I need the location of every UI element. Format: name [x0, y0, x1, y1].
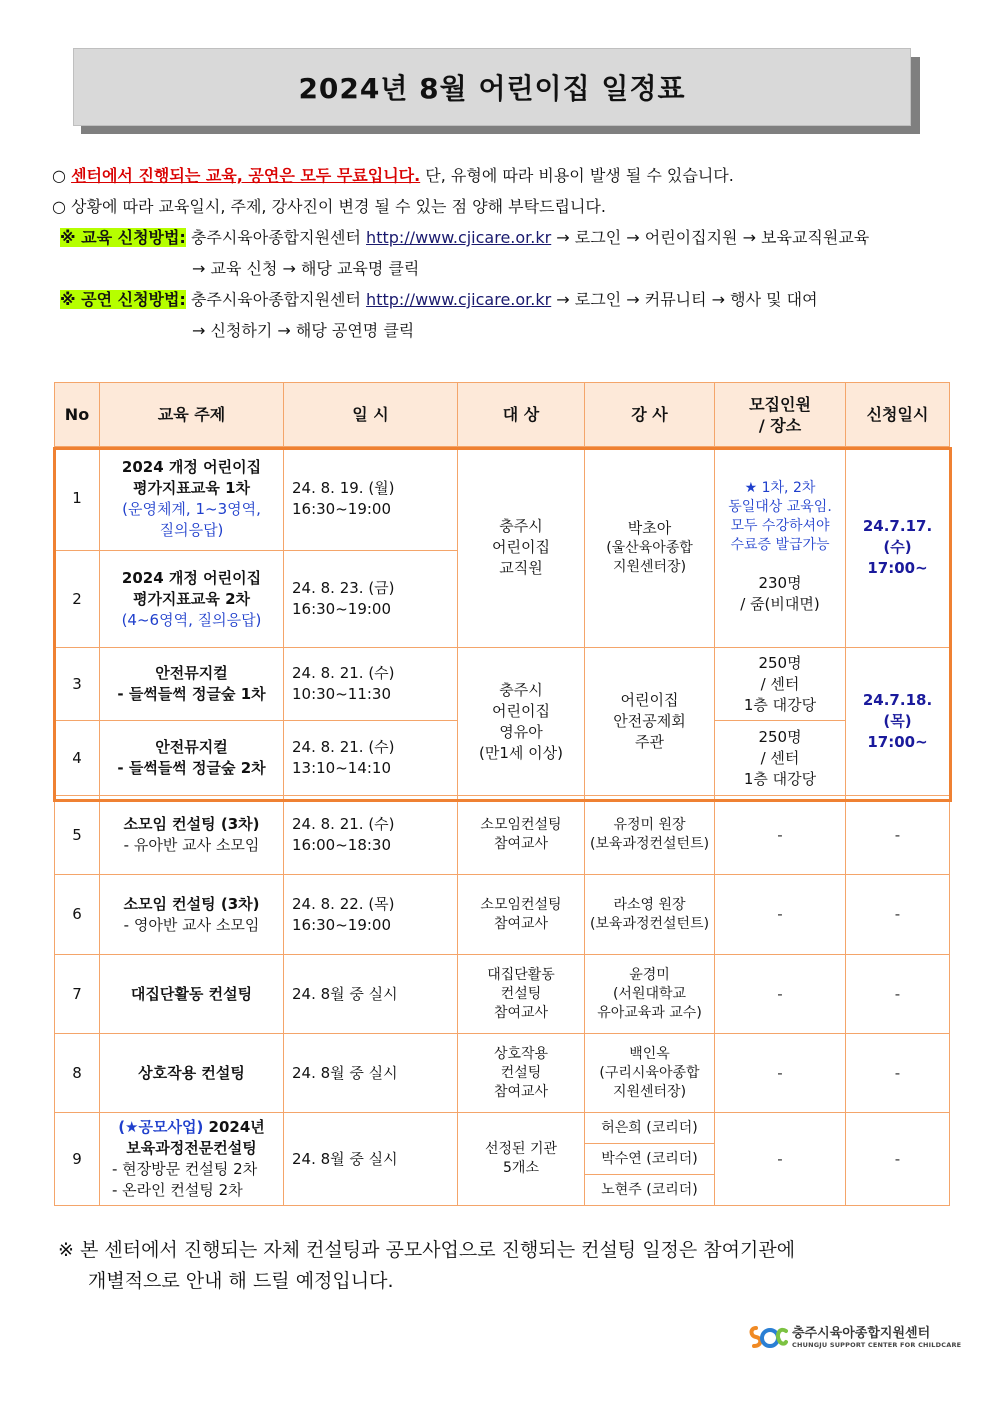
table-row: [55, 447, 950, 551]
topic-line: - 들썩들썩 정글숲 2차: [117, 759, 266, 777]
date-line: 24. 8. 22. (목): [292, 894, 395, 913]
recruit-count: 250명: [758, 653, 802, 672]
apply-date: 24.7.18.(목): [862, 691, 933, 730]
notice-section: [52, 160, 972, 346]
show-apply-label: ※ 공연 신청방법:: [60, 290, 186, 309]
cell-lecturer: 허은희 (코리더): [585, 1113, 715, 1144]
target-line: 대집단활동: [487, 966, 555, 983]
apply-time: 17:00~: [867, 558, 928, 577]
apply-time: 17:00~: [867, 733, 928, 751]
cell-apply: -: [846, 955, 950, 1034]
cell-target: [458, 1034, 585, 1113]
cell-recruit: -: [715, 1113, 846, 1206]
cell-no: 6: [55, 875, 100, 955]
cell-lecturer: [585, 875, 715, 955]
topic-line: 보육과정전문컨설팅: [126, 1139, 257, 1157]
target-line: 컨설팅: [500, 1064, 542, 1081]
topic-line: - 현장방문 컨설팅 2차: [112, 1160, 258, 1178]
cell-date: 24. 8월 중 실시: [284, 1113, 458, 1206]
recruit-count: 250명: [758, 727, 802, 746]
topic-line: 안전뮤지컬: [155, 738, 228, 756]
cell-recruit: [715, 721, 846, 796]
cell-topic: [100, 648, 284, 721]
cell-no: 3: [55, 648, 100, 721]
cell-topic: [100, 551, 284, 648]
cell-lecturer-group1: [585, 447, 715, 648]
cell-target-group1: [458, 447, 585, 648]
cell-date: [284, 875, 458, 955]
recruit-note: 동일대상 교육임.: [728, 499, 832, 515]
target-line: 상호작용: [493, 1045, 549, 1062]
topic-line: 평가지표교육 2차: [132, 589, 251, 608]
notice-line-2: [52, 191, 972, 222]
header-target: 대 상: [458, 383, 585, 447]
target-line: 소모임컨설팅: [480, 896, 562, 913]
cost-notice: 단, 유형에 따라 비용이 발생 될 수 있습니다.: [420, 166, 734, 185]
footnote-line-2: 개별적으로 안내 해 드릴 예정입니다.: [88, 1270, 394, 1292]
target-line: 교직원: [499, 558, 543, 577]
cell-recruit: -: [715, 796, 846, 875]
show-apply-center: 충주시육아종합지원센터: [185, 290, 367, 309]
recruit-place: 1층 대강당: [743, 769, 817, 788]
lecturer-name: 윤경미: [629, 966, 670, 983]
recruit-place: 1층 대강당: [743, 695, 817, 714]
cell-lecturer: [585, 955, 715, 1034]
center-logo-icon: [748, 1322, 788, 1354]
target-line: 참여교사: [493, 836, 549, 852]
cell-topic: 대집단활동 컨설팅: [100, 955, 284, 1034]
target-line: 참여교사: [493, 915, 549, 932]
header-recruit-1: 모집인원: [749, 394, 811, 414]
cell-apply-group1: [846, 447, 950, 648]
header-no: No: [55, 383, 100, 447]
target-line: 선정된 기관: [484, 1141, 558, 1157]
cell-date: [284, 796, 458, 875]
cell-target: [458, 1113, 585, 1206]
cell-lecturer: [585, 1034, 715, 1113]
cell-no: 5: [55, 796, 100, 875]
table-header-row: [55, 383, 950, 447]
cell-recruit-group1: [715, 447, 846, 648]
center-logo-name: 충주시육아종합지원센터: [792, 1326, 931, 1341]
footnote-text-1: 본 센터에서 진행되는 자체 컨설팅과 공모사업으로 진행되는 컨설팅 일정은 참여기관에: [73, 1239, 796, 1261]
footnote-line-1: [58, 1235, 973, 1266]
cell-no: 8: [55, 1034, 100, 1113]
recruit-place: / 센터: [760, 748, 800, 767]
table-row: [55, 648, 950, 721]
date-line: 24. 8. 21. (수): [292, 815, 395, 833]
cell-date: [284, 447, 458, 551]
cell-date: 24. 8월 중 실시: [284, 955, 458, 1034]
lecturer-affil: (보육과정컨설턴트): [589, 915, 710, 932]
cell-recruit: [715, 648, 846, 721]
cell-topic: [100, 796, 284, 875]
topic-year: 2024년: [203, 1118, 265, 1136]
topic-detail: (4~6영역, 질의응답): [121, 610, 262, 629]
time-line: 16:30~19:00: [292, 600, 392, 618]
cell-recruit: -: [715, 875, 846, 955]
cell-apply: -: [846, 875, 950, 955]
header-topic: 교육 주제: [100, 383, 284, 447]
cell-no: 4: [55, 721, 100, 796]
show-apply-line: [52, 284, 972, 315]
cell-topic: [100, 721, 284, 796]
topic-detail: 질의응답): [159, 520, 224, 539]
cell-no: 7: [55, 955, 100, 1034]
lecturer-affil: 지원센터장): [612, 558, 687, 575]
page-title-text: 2024년 8월 어린이집 일정표: [298, 72, 686, 105]
cell-recruit: -: [715, 955, 846, 1034]
apply-date: 24.7.17.(수): [862, 516, 933, 556]
edu-apply-link[interactable]: http://www.cjicare.or.kr: [366, 228, 552, 247]
topic-line: - 유아반 교사 소모임: [123, 836, 260, 854]
lecturer-name: 라소영 원장: [613, 896, 686, 913]
public-project-tag: (★공모사업): [118, 1118, 204, 1136]
free-notice: 센터에서 진행되는 교육, 공연은 모두 무료입니다.: [71, 166, 421, 185]
lecturer-affil: (서원대학교: [612, 985, 687, 1002]
lecturer-name: 박초아: [627, 518, 672, 537]
target-line: 참여교사: [493, 1083, 549, 1100]
cell-no: 9: [55, 1113, 100, 1206]
schedule-table: [54, 382, 950, 1206]
cell-lecturer: [585, 796, 715, 875]
lecturer-line: 안전공제회: [613, 712, 686, 730]
header-date: 일 시: [284, 383, 458, 447]
table-row: [55, 955, 950, 1034]
bullet-circle: ○: [52, 166, 66, 185]
target-line: 어린이집: [492, 537, 550, 556]
time-line: 16:00~18:30: [292, 836, 392, 854]
topic-line: - 들썩들썩 정글숲 1차: [117, 685, 266, 703]
cell-target: [458, 955, 585, 1034]
recruit-note: 모두 수강하셔야: [730, 518, 830, 534]
cell-date: [284, 551, 458, 648]
edu-apply-line-2: [52, 253, 972, 284]
table-row: [55, 1034, 950, 1113]
center-logo-subtitle: CHUNGJU SUPPORT CENTER FOR CHILDCARE: [792, 1341, 962, 1349]
edu-apply-label: ※ 교육 신청방법:: [60, 228, 186, 247]
cell-target: [458, 875, 585, 955]
topic-line: 안전뮤지컬: [155, 664, 228, 682]
lecturer-line: 주관: [635, 733, 664, 751]
topic-line: 소모임 컨설팅 (3차): [123, 815, 260, 833]
lecturer-affil: (울산육아종합: [606, 539, 693, 556]
lecturer-name: 백인옥: [629, 1045, 670, 1062]
topic-line: 평가지표교육 1차: [132, 478, 251, 497]
target-line: (만1세 이상): [479, 743, 563, 762]
table-row: [55, 1113, 950, 1144]
topic-line: 소모임 컨설팅 (3차): [123, 894, 260, 913]
cell-target-group2: [458, 648, 585, 796]
cell-lecturer: 노현주 (코리더): [585, 1175, 715, 1206]
lecturer-affil: (구리시육아종합: [599, 1064, 700, 1081]
cell-date: 24. 8월 중 실시: [284, 1034, 458, 1113]
cell-recruit: -: [715, 1034, 846, 1113]
edu-apply-line: [52, 222, 972, 253]
cell-topic: [100, 447, 284, 551]
date-line: 24. 8. 19. (월): [292, 478, 395, 497]
show-apply-link[interactable]: http://www.cjicare.or.kr: [366, 290, 552, 309]
notice-line-1: [52, 160, 972, 191]
lecturer-affil: 지원센터장): [612, 1083, 687, 1100]
cell-apply: -: [846, 1113, 950, 1206]
page-title: [73, 48, 911, 126]
date-line: 24. 8. 23. (금): [292, 579, 395, 597]
recruit-note: ★ 1차, 2차: [744, 480, 816, 496]
target-line: 충주시: [499, 680, 543, 699]
date-line: 24. 8. 21. (수): [292, 664, 395, 682]
show-apply-steps: → 로그인 → 커뮤니티 → 행사 및 대여: [551, 290, 818, 309]
cell-date: [284, 648, 458, 721]
target-line: 컨설팅: [500, 985, 542, 1002]
cell-topic: 상호작용 컨설팅: [100, 1034, 284, 1113]
show-apply-line-2: [52, 315, 972, 346]
center-logo: [748, 1322, 961, 1354]
lecturer-affil: 유아교육과 교수): [597, 1004, 702, 1021]
recruit-place: / 센터: [760, 674, 800, 693]
topic-line: - 온라인 컨설팅 2차: [112, 1181, 243, 1199]
table-row: [55, 796, 950, 875]
table-row: [55, 875, 950, 955]
lecturer-name: 유정미 원장: [613, 817, 686, 833]
cell-topic: [100, 1113, 284, 1206]
lecturer-line: 어린이집: [620, 691, 679, 709]
time-line: 16:30~19:00: [292, 915, 392, 934]
edu-apply-steps: → 로그인 → 어린이집지원 → 보육교직원교육: [551, 228, 870, 247]
cell-lecturer-group2: [585, 648, 715, 796]
bullet-circle: ○: [52, 197, 66, 216]
header-recruit: [715, 383, 846, 447]
date-line: 24. 8. 21. (수): [292, 738, 395, 756]
target-line: 영유아: [499, 722, 543, 741]
target-line: 5개소: [503, 1160, 539, 1176]
time-line: 10:30~11:30: [292, 685, 392, 703]
target-line: 충주시: [499, 516, 543, 535]
header-lecturer: 강 사: [585, 383, 715, 447]
recruit-count: 230명: [758, 574, 802, 592]
cell-no: 1: [55, 447, 100, 551]
target-line: 어린이집: [492, 701, 550, 720]
time-line: 16:30~19:00: [292, 499, 392, 518]
cell-apply-group2: [846, 648, 950, 796]
footnote: [58, 1235, 973, 1297]
cell-date: [284, 721, 458, 796]
recruit-place: / 줌(비대면): [740, 595, 820, 613]
header-recruit-2: / 장소: [758, 415, 802, 435]
target-line: 소모임컨설팅: [480, 817, 562, 833]
edu-apply-steps-2: → 교육 신청 → 해당 교육명 클릭: [192, 259, 420, 278]
footnote-mark: ※: [58, 1239, 74, 1261]
target-line: 참여교사: [493, 1004, 549, 1021]
recruit-note: 수료증 발급가능: [730, 537, 830, 553]
topic-line: 2024 개정 어린이집: [121, 568, 262, 587]
cell-apply: -: [846, 796, 950, 875]
topic-line: 2024 개정 어린이집: [121, 457, 262, 476]
cell-apply: -: [846, 1034, 950, 1113]
header-apply: 신청일시: [846, 383, 950, 447]
cell-lecturer: 박수연 (코리더): [585, 1144, 715, 1175]
lecturer-affil: (보육과정컨설턴트): [589, 836, 710, 852]
change-notice: 상황에 따라 교육일시, 주제, 강사진이 변경 될 수 있는 점 양해 부탁드립니다.: [65, 197, 606, 216]
show-apply-steps-2: → 신청하기 → 해당 공연명 클릭: [192, 321, 415, 340]
time-line: 13:10~14:10: [292, 759, 392, 777]
edu-apply-center: 충주시육아종합지원센터: [185, 228, 367, 247]
cell-target: [458, 796, 585, 875]
topic-line: - 영아반 교사 소모임: [123, 915, 260, 934]
topic-detail: (운영체계, 1~3영역,: [122, 499, 261, 518]
cell-no: 2: [55, 551, 100, 648]
cell-topic: [100, 875, 284, 955]
